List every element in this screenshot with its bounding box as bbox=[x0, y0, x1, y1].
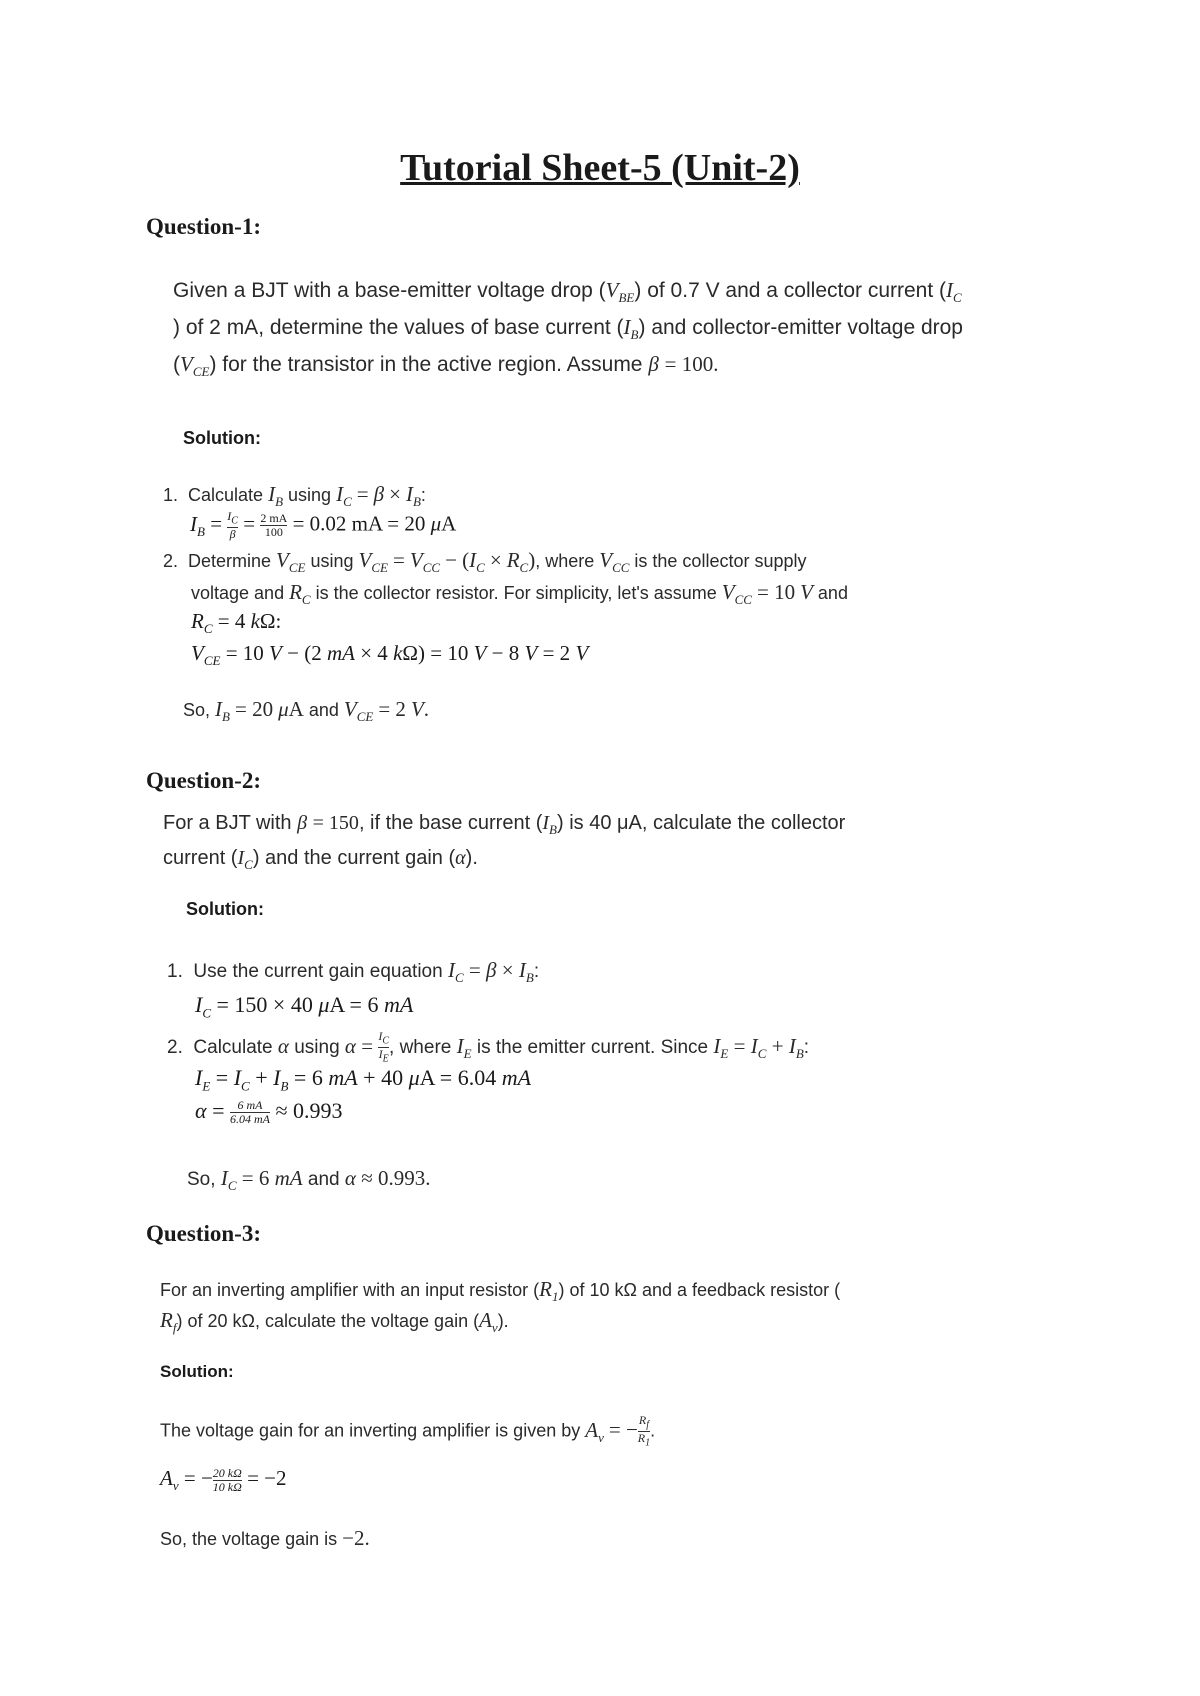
question-2-step-1: 1. Use the current gain equation $I_C = \beta \times I_B$: bbox=[167, 958, 540, 986]
question-2-step-2-equation-1: $I_E = I_C + I_B = 6$ mA + 40 μA = 6.04 mA bbox=[195, 1065, 532, 1094]
question-1-text-line-2: ) of 2 mA, determine the values of base current $(I_B)$ and collector-emitter voltage drop bbox=[173, 315, 963, 343]
question-1-step-2-line-3: $R_C = 4$ kΩ: bbox=[191, 609, 282, 637]
question-3-solution-label: Solution: bbox=[160, 1362, 234, 1381]
question-1-step-2-equation: $V_{CE} = 10$ V − (2 mA × 4 kΩ) = 10 V − 8 V = 2 V bbox=[191, 641, 589, 669]
question-2-text-line-1: For a BJT with β = 150, if the base current $(I_B)$ is 40 μA, calculate the collector bbox=[163, 812, 846, 837]
question-2-step-2: 2. Calculate α using α = $\frac{I_C}{I_E}$ , where $I_E$ is the emitter current. Since $I_E = I_C + I_B$: bbox=[167, 1029, 810, 1065]
question-2-step-1-equation: $I_C = 150 \times 40$ μA = 6 mA bbox=[195, 992, 414, 1021]
question-3-equation: $A_v$ = − $\frac{20 k\Omega}{10 k\Omega}$ = −2 bbox=[160, 1465, 287, 1494]
question-2-step-2-equation-2: α = $\frac{6 mA}{6.04 mA}$ ≈ 0.993 bbox=[195, 1098, 343, 1127]
page-title: Tutorial Sheet-5 (Unit-2) bbox=[400, 147, 800, 189]
question-1-step-1-equation: $I_B$ = $\frac{I_C}{\beta}$ = $\frac{2 mA}{100}$ = 0.02 mA = 20 μA bbox=[190, 509, 457, 542]
question-1-step-2-line-2: voltage and $R_C$ is the collector resistor. For simplicity, let's assume $V_{CC} = 10$ V and bbox=[191, 580, 848, 608]
question-1-conclusion: So, $I_B = 20$ μA and $V_{CE} = 2$ V. bbox=[183, 697, 430, 725]
question-1-text-line-1: Given a BJT with a base-emitter voltage drop $(V_{BE})$ of 0.7 V and a collector current ($I_C$ bbox=[173, 278, 962, 306]
question-2-solution-label: Solution: bbox=[186, 899, 264, 919]
question-2-conclusion: So, $I_C = 6$ mA and α ≈ 0.993. bbox=[187, 1166, 431, 1194]
question-1-solution-label: Solution: bbox=[183, 428, 261, 448]
question-3-formula-line: The voltage gain for an inverting amplifier is given by $A_v$ = − $\frac{R_f}{R_1}$ . bbox=[160, 1413, 656, 1449]
question-3-text-line-1: For an inverting amplifier with an input resistor $(R_1)$ of 10 kΩ and a feedback resistor ( bbox=[160, 1277, 841, 1305]
question-2-heading: Question-2: bbox=[146, 768, 261, 793]
question-1-text-line-3: $(V_{CE})$ for the transistor in the active region. Assume β = 100. bbox=[173, 352, 719, 380]
question-3-conclusion: So, the voltage gain is −2. bbox=[160, 1526, 370, 1550]
question-2-text-line-2: current $(I_C)$ and the current gain (α). bbox=[163, 847, 478, 872]
question-1-step-1: 1. Calculate $I_B$ using $I_C = \beta \times I_B$: bbox=[163, 482, 426, 510]
question-1-heading: Question-1: bbox=[146, 214, 261, 239]
question-3-text-line-2: $R_f$) of 20 kΩ, calculate the voltage gain $(A_v)$. bbox=[160, 1308, 509, 1336]
question-1-step-2-line-1: 2. Determine $V_{CE}$ using $V_{CE} = V_{CC} - (I_C \times R_C)$, where $V_{CC}$ is the collector supply bbox=[163, 548, 807, 576]
question-3-heading: Question-3: bbox=[146, 1221, 261, 1246]
